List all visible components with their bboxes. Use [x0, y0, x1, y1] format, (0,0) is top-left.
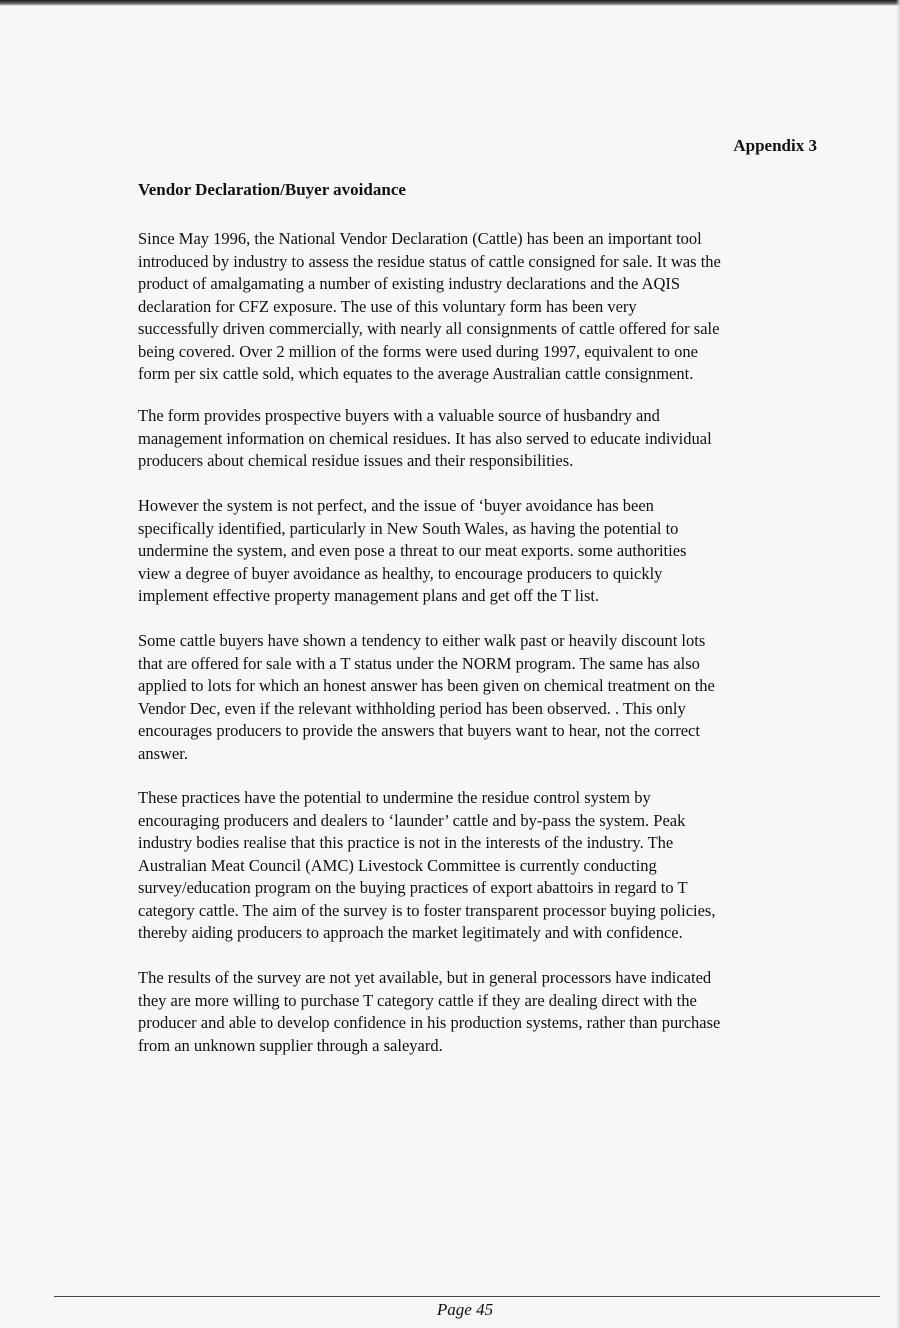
footer-rule	[54, 1296, 880, 1297]
text-line: Since May 1996, the National Vendor Declaration (Cattle) has been an important tool	[138, 229, 702, 248]
text-line: form per six cattle sold, which equates to the average Australian cattle consignment.	[138, 364, 694, 383]
paragraph-buyer-avoidance	[138, 495, 818, 608]
text-line: These practices have the potential to undermine the residue control system by	[138, 788, 651, 807]
paragraph-buyer-behaviour	[138, 630, 818, 765]
text-line: producers about chemical residue issues and their responsibilities.	[138, 451, 574, 470]
page-number: Page 45	[436, 1300, 494, 1319]
text-line: survey/education program on the buying practices of export abattoirs in regard to T	[138, 878, 688, 897]
section-title: Vendor Declaration/Buyer avoidance	[138, 180, 406, 199]
text-line: management information on chemical residues. It has also served to educate individual	[138, 428, 712, 448]
text-line: implement effective property management plans and get off the T list.	[138, 586, 600, 605]
paragraph-vendor-declaration	[138, 228, 818, 386]
text-line: encouraging producers and dealers to ‘launder’ cattle and by-pass the system. Peak	[138, 810, 686, 830]
text-line: However the system is not perfect, and the issue of ‘buyer avoidance has been	[138, 496, 654, 515]
text-line: industry bodies realise that this practice is not in the interests of the industry. The	[138, 833, 674, 852]
right-page-edge	[896, 0, 900, 1328]
text-line: view a degree of buyer avoidance as healthy, to encourage producers to quickly	[138, 563, 663, 583]
text-line: category cattle. The aim of the survey is to foster transparent processor buying policies,	[138, 900, 716, 920]
text-line: applied to lots for which an honest answer has been given on chemical treatment on the	[138, 676, 715, 695]
paragraph-survey-results	[138, 967, 818, 1057]
text-line: they are more willing to purchase T category cattle if they are dealing direct with the	[138, 990, 697, 1010]
text-line: Some cattle buyers have shown a tendency to either walk past or heavily discount lots	[138, 631, 706, 650]
text-line: producer and able to develop confidence in his production systems, rather than purchase	[138, 1013, 721, 1032]
top-edge-rule	[0, 0, 900, 6]
paragraph-practices	[138, 787, 818, 945]
text-line: that are offered for sale with a T status under the NORM program. The same has also	[138, 653, 700, 673]
paragraph-form-benefits	[138, 405, 818, 473]
text-line: successfully driven commercially, with nearly all consignments of cattle offered for sale	[138, 319, 720, 338]
text-line: product of amalgamating a number of existing industry declarations and the AQIS	[138, 274, 681, 293]
text-line: Australian Meat Council (AMC) Livestock Committee is currently conducting	[138, 855, 657, 875]
appendix-label: Appendix 3	[733, 136, 817, 155]
text-line: introduced by industry to assess the residue status of cattle consigned for sale. It was the	[138, 251, 721, 271]
text-line: encourages producers to provide the answers that buyers want to hear, not the correct	[138, 721, 700, 740]
text-line: The form provides prospective buyers with a valuable source of husbandry and	[138, 406, 660, 425]
text-line: being covered. Over 2 million of the forms were used during 1997, equivalent to one	[138, 341, 698, 361]
text-line: specifically identified, particularly in New South Wales, as having the potential to	[138, 518, 679, 538]
text-line: answer.	[138, 743, 188, 763]
text-line: undermine the system, and even pose a threat to our meat exports. some authorities	[138, 541, 687, 560]
text-line: declaration for CFZ exposure. The use of this voluntary form has been very	[138, 296, 637, 316]
text-line: The results of the survey are not yet available, but in general processors have indicated	[138, 968, 712, 987]
text-line: Vendor Dec, even if the relevant withholding period has been observed. . This only	[138, 698, 686, 718]
text-line: from an unknown supplier through a saleyard.	[138, 1035, 443, 1055]
text-line: thereby aiding producers to approach the market legitimately and with confidence.	[138, 923, 683, 942]
